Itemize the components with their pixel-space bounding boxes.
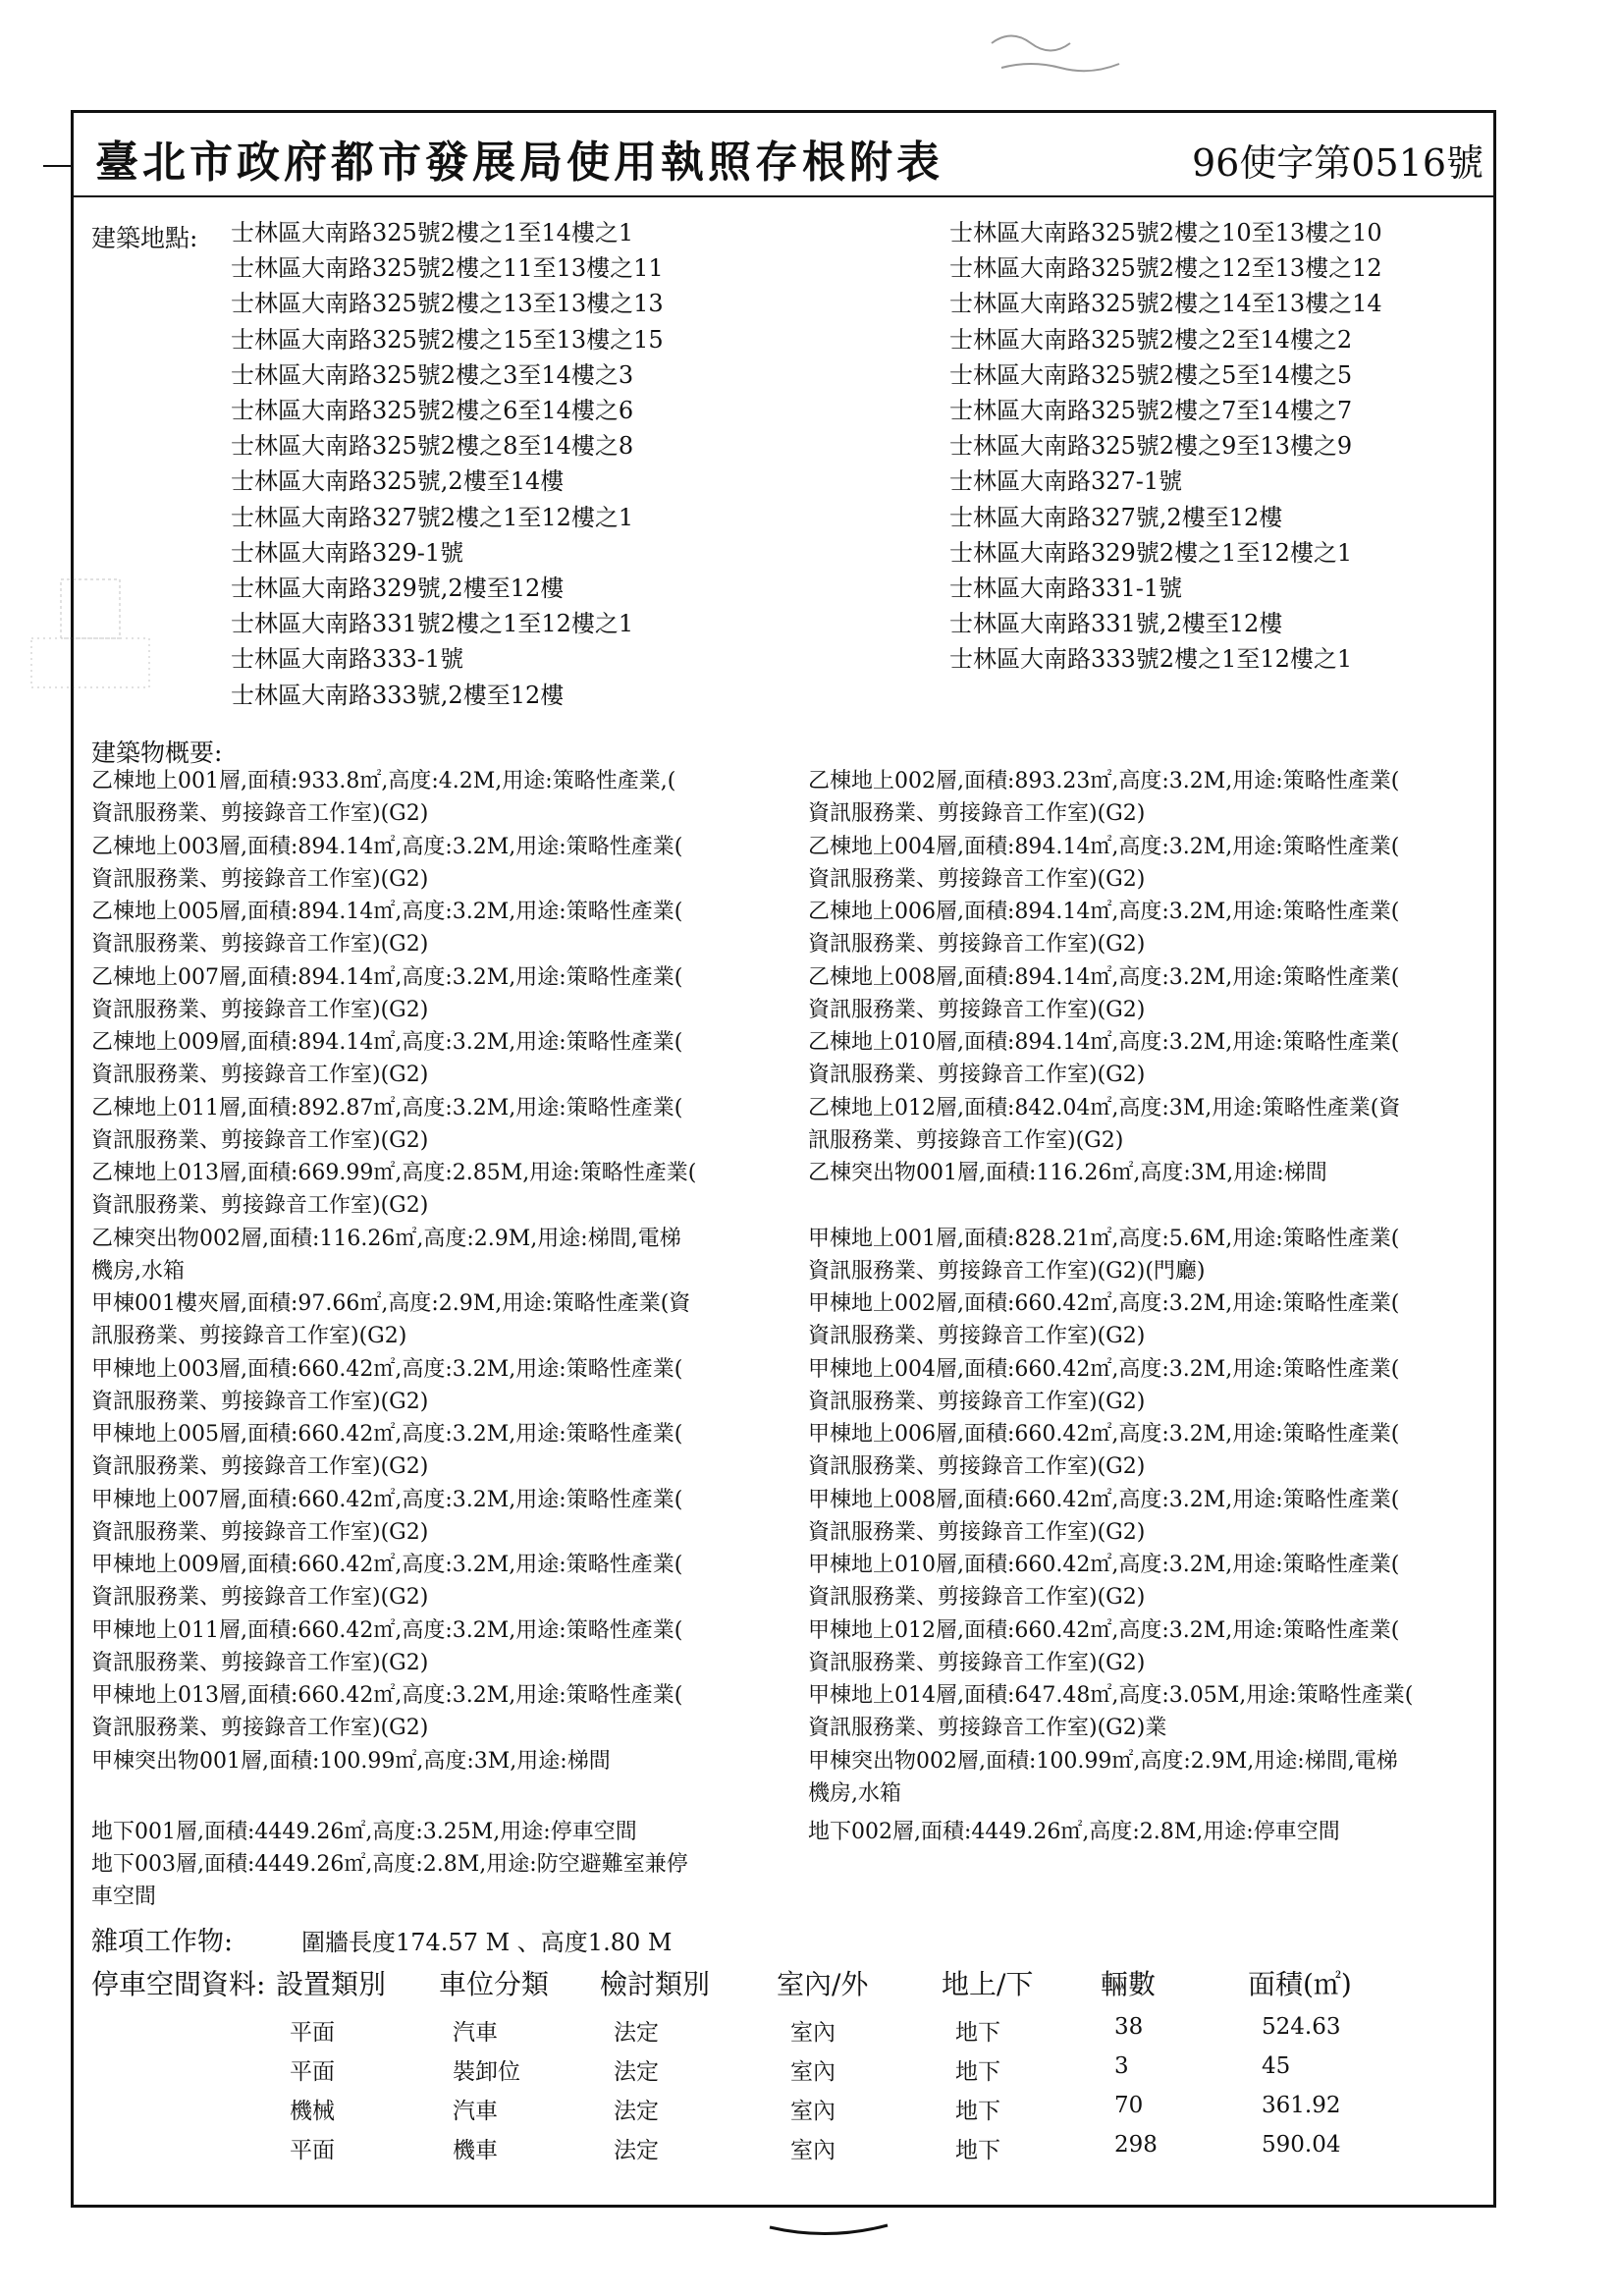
address-item: 士林區大南路327-1號 <box>949 467 1183 496</box>
building-entry: 甲棟地上009層,面積:660.42㎡,高度:3.2M,用途:策略性產業( 資訊服務業、剪接錄音工作室)(G2) <box>91 1553 683 1610</box>
building-entry: 乙棟地上004層,面積:894.14㎡,高度:3.2M,用途:策略性產業( 資訊服務業、剪接錄音工作室)(G2) <box>808 834 1400 892</box>
building-entry: 甲棟地上001層,面積:828.21㎡,高度:5.6M,用途:策略性產業( 資訊服務業、剪接錄音工作室)(G2)(門廳) <box>808 1226 1400 1284</box>
address-item: 士林區大南路329號2樓之1至12樓之1 <box>949 538 1353 567</box>
location-label: 建築地點: <box>91 224 198 252</box>
address-item: 士林區大南路325號2樓之15至13樓之15 <box>231 325 664 354</box>
address-item: 士林區大南路333號2樓之1至12樓之1 <box>949 645 1353 674</box>
parking-cell: 地下 <box>955 2020 1000 2046</box>
address-item: 士林區大南路325號2樓之10至13樓之10 <box>949 219 1382 246</box>
parking-header: 車位分類 <box>439 1968 550 2000</box>
parking-cell: 機械 <box>290 2099 335 2124</box>
parking-cell: 室內 <box>790 2059 836 2085</box>
building-entry: 甲棟地上005層,面積:660.42㎡,高度:3.2M,用途:策略性產業( 資訊服務業、剪接錄音工作室)(G2) <box>91 1422 683 1479</box>
building-entry: 甲棟地上006層,面積:660.42㎡,高度:3.2M,用途:策略性產業( 資訊服務業、剪接錄音工作室)(G2) <box>808 1422 1400 1479</box>
parking-header: 設置類別 <box>276 1968 387 2000</box>
parking-cell: 室內 <box>790 2138 836 2163</box>
building-entry: 乙棟突出物001層,面積:116.26㎡,高度:3M,用途:梯間 <box>808 1161 1327 1185</box>
building-entry: 甲棟地上012層,面積:660.42㎡,高度:3.2M,用途:策略性產業( 資訊服務業、剪接錄音工作室)(G2) <box>808 1617 1400 1675</box>
address-item: 士林區大南路325號2樓之3至14樓之3 <box>231 360 634 389</box>
building-entry: 甲棟地上014層,面積:647.48㎡,高度:3.05M,用途:策略性產業( 資訊服務業、剪接錄音工作室)(G2)業 <box>808 1683 1414 1740</box>
parking-cell: 70 <box>1114 2093 1144 2118</box>
address-item: 士林區大南路329號,2樓至12樓 <box>231 574 565 602</box>
parking-header: 室內/外 <box>777 1968 869 2000</box>
parking-cell: 3 <box>1114 2053 1129 2079</box>
building-entry: 甲棟地上002層,面積:660.42㎡,高度:3.2M,用途:策略性產業( 資訊服務業、剪接錄音工作室)(G2) <box>808 1291 1400 1348</box>
building-entry: 乙棟地上003層,面積:894.14㎡,高度:3.2M,用途:策略性產業( 資訊服務業、剪接錄音工作室)(G2) <box>91 834 683 892</box>
address-item: 士林區大南路327號,2樓至12樓 <box>949 503 1283 531</box>
parking-cell: 平面 <box>290 2020 335 2046</box>
parking-cell: 38 <box>1114 2014 1144 2040</box>
building-entry: 甲棟突出物001層,面積:100.99㎡,高度:3M,用途:梯間 <box>91 1748 611 1774</box>
address-item: 士林區大南路325號2樓之8至14樓之8 <box>231 432 634 461</box>
building-entry: 乙棟地上011層,面積:892.87㎡,高度:3.2M,用途:策略性產業( 資訊服務業、剪接錄音工作室)(G2) <box>91 1095 683 1153</box>
address-item: 士林區大南路333號,2樓至12樓 <box>231 681 565 709</box>
parking-cell: 室內 <box>790 2099 836 2124</box>
parking-cell: 45 <box>1262 2053 1291 2079</box>
parking-header: 檢討類別 <box>600 1968 711 2000</box>
overview-label: 建築物概要: <box>91 738 223 767</box>
address-item: 士林區大南路329-1號 <box>231 538 464 567</box>
document-frame <box>71 110 1496 2208</box>
parking-cell: 汽車 <box>453 2099 498 2124</box>
address-item: 士林區大南路333-1號 <box>231 645 464 674</box>
address-item: 士林區大南路325號2樓之6至14樓之6 <box>231 397 634 424</box>
parking-cell: 地下 <box>955 2059 1000 2085</box>
address-item: 士林區大南路325號2樓之7至14樓之7 <box>949 397 1353 424</box>
parking-header: 地上/下 <box>942 1968 1034 2000</box>
address-item: 士林區大南路331-1號 <box>949 574 1183 602</box>
address-item: 士林區大南路325號2樓之13至13樓之13 <box>231 290 664 318</box>
document-title: 臺北市政府都市發展局使用執照存根附表 <box>95 137 944 188</box>
building-entry: 乙棟地上013層,面積:669.99㎡,高度:2.85M,用途:策略性產業( 資訊服務業、剪接錄音工作室)(G2) <box>91 1161 697 1218</box>
building-entry: 乙棟地上012層,面積:842.04㎡,高度:3M,用途:策略性產業(資 訊服務業、剪接錄音工作室)(G2) <box>808 1095 1401 1153</box>
stamp-graphic <box>22 570 169 697</box>
basement-entry: 地下001層,面積:4449.26㎡,高度:3.25M,用途:停車空間 <box>91 1820 637 1844</box>
building-entry: 乙棟地上007層,面積:894.14㎡,高度:3.2M,用途:策略性產業( 資訊服務業、剪接錄音工作室)(G2) <box>91 964 683 1022</box>
address-item: 士林區大南路327號2樓之1至12樓之1 <box>231 503 634 531</box>
misc-value: 圍牆長度174.57 M 、高度1.80 M <box>301 1929 673 1956</box>
basement-entry: 地下002層,面積:4449.26㎡,高度:2.8M,用途:停車空間 <box>808 1820 1340 1844</box>
building-entry: 甲棟突出物002層,面積:100.99㎡,高度:2.9M,用途:梯間,電梯 機房,水箱 <box>808 1748 1398 1806</box>
building-entry: 乙棟地上009層,面積:894.14㎡,高度:3.2M,用途:策略性產業( 資訊服務業、剪接錄音工作室)(G2) <box>91 1030 683 1087</box>
address-item: 士林區大南路331號,2樓至12樓 <box>949 610 1283 638</box>
building-entry: 甲棟地上004層,面積:660.42㎡,高度:3.2M,用途:策略性產業( 資訊服務業、剪接錄音工作室)(G2) <box>808 1356 1400 1414</box>
page-swoosh <box>766 2221 893 2245</box>
building-entry: 甲棟地上003層,面積:660.42㎡,高度:3.2M,用途:策略性產業( 資訊服務業、剪接錄音工作室)(G2) <box>91 1356 683 1414</box>
address-item: 士林區大南路325號2樓之12至13樓之12 <box>949 254 1382 283</box>
building-entry: 乙棟地上008層,面積:894.14㎡,高度:3.2M,用途:策略性產業( 資訊服務業、剪接錄音工作室)(G2) <box>808 964 1400 1022</box>
address-item: 士林區大南路325號2樓之9至13樓之9 <box>949 432 1353 461</box>
address-item: 士林區大南路331號2樓之1至12樓之1 <box>231 610 634 638</box>
parking-cell: 機車 <box>453 2138 498 2163</box>
parking-cell: 平面 <box>290 2059 335 2085</box>
parking-cell: 524.63 <box>1262 2014 1341 2040</box>
parking-cell: 地下 <box>955 2138 1000 2163</box>
parking-cell: 法定 <box>614 2059 659 2085</box>
parking-cell: 地下 <box>955 2099 1000 2124</box>
building-entry: 甲棟地上011層,面積:660.42㎡,高度:3.2M,用途:策略性產業( 資訊服務業、剪接錄音工作室)(G2) <box>91 1617 683 1675</box>
building-entry: 甲棟地上010層,面積:660.42㎡,高度:3.2M,用途:策略性產業( 資訊服務業、剪接錄音工作室)(G2) <box>808 1553 1400 1610</box>
parking-cell: 361.92 <box>1262 2093 1341 2118</box>
basement-entry: 地下003層,面積:4449.26㎡,高度:2.8M,用途:防空避難室兼停 車空間 <box>91 1852 688 1909</box>
parking-cell: 平面 <box>290 2138 335 2163</box>
building-entry: 甲棟地上008層,面積:660.42㎡,高度:3.2M,用途:策略性產業( 資訊服務業、剪接錄音工作室)(G2) <box>808 1487 1400 1545</box>
scribble-mark <box>982 24 1129 82</box>
parking-cell: 汽車 <box>453 2020 498 2046</box>
building-entry: 乙棟地上005層,面積:894.14㎡,高度:3.2M,用途:策略性產業( 資訊服務業、剪接錄音工作室)(G2) <box>91 900 683 957</box>
parking-header: 面積(㎡) <box>1248 1968 1352 2000</box>
building-entry: 乙棟地上006層,面積:894.14㎡,高度:3.2M,用途:策略性產業( 資訊服務業、剪接錄音工作室)(G2) <box>808 900 1400 957</box>
building-entry: 乙棟地上001層,面積:933.8㎡,高度:4.2M,用途:策略性產業,( 資訊服務業、剪接錄音工作室)(G2) <box>91 769 676 826</box>
parking-label: 停車空間資料: <box>91 1968 266 2000</box>
parking-cell: 法定 <box>614 2099 659 2124</box>
parking-cell: 法定 <box>614 2138 659 2163</box>
left-margin-stamp <box>22 570 169 701</box>
permit-number: 96使字第0516號 <box>1191 141 1483 185</box>
left-tick <box>43 165 73 167</box>
parking-cell: 298 <box>1114 2132 1158 2158</box>
building-entry: 乙棟突出物002層,面積:116.26㎡,高度:2.9M,用途:梯間,電梯 機房,水箱 <box>91 1226 681 1284</box>
parking-cell: 590.04 <box>1262 2132 1341 2158</box>
building-entry: 乙棟地上010層,面積:894.14㎡,高度:3.2M,用途:策略性產業( 資訊服務業、剪接錄音工作室)(G2) <box>808 1030 1400 1087</box>
building-entry: 甲棟001樓夾層,面積:97.66㎡,高度:2.9M,用途:策略性產業(資 訊服務業、剪接錄音工作室)(G2) <box>91 1291 691 1348</box>
parking-cell: 室內 <box>790 2020 836 2046</box>
building-entry: 甲棟地上007層,面積:660.42㎡,高度:3.2M,用途:策略性產業( 資訊服務業、剪接錄音工作室)(G2) <box>91 1487 683 1545</box>
parking-header: 輛數 <box>1101 1968 1157 2000</box>
corner-scribble <box>982 24 1129 86</box>
page-mark <box>766 2221 893 2250</box>
building-entry: 甲棟地上013層,面積:660.42㎡,高度:3.2M,用途:策略性產業( 資訊服務業、剪接錄音工作室)(G2) <box>91 1683 683 1740</box>
address-item: 士林區大南路325號,2樓至14樓 <box>231 467 565 496</box>
building-entry: 乙棟地上002層,面積:893.23㎡,高度:3.2M,用途:策略性產業( 資訊服務業、剪接錄音工作室)(G2) <box>808 769 1400 826</box>
parking-cell: 法定 <box>614 2020 659 2046</box>
address-item: 士林區大南路325號2樓之14至13樓之14 <box>949 290 1382 318</box>
address-item: 士林區大南路325號2樓之2至14樓之2 <box>949 325 1353 354</box>
misc-label: 雜項工作物: <box>91 1927 234 1957</box>
address-item: 士林區大南路325號2樓之1至14樓之1 <box>231 219 634 246</box>
parking-cell: 裝卸位 <box>453 2059 520 2085</box>
address-item: 士林區大南路325號2樓之5至14樓之5 <box>949 360 1353 389</box>
address-item: 士林區大南路325號2樓之11至13樓之11 <box>231 254 664 283</box>
title-row <box>74 113 1493 197</box>
